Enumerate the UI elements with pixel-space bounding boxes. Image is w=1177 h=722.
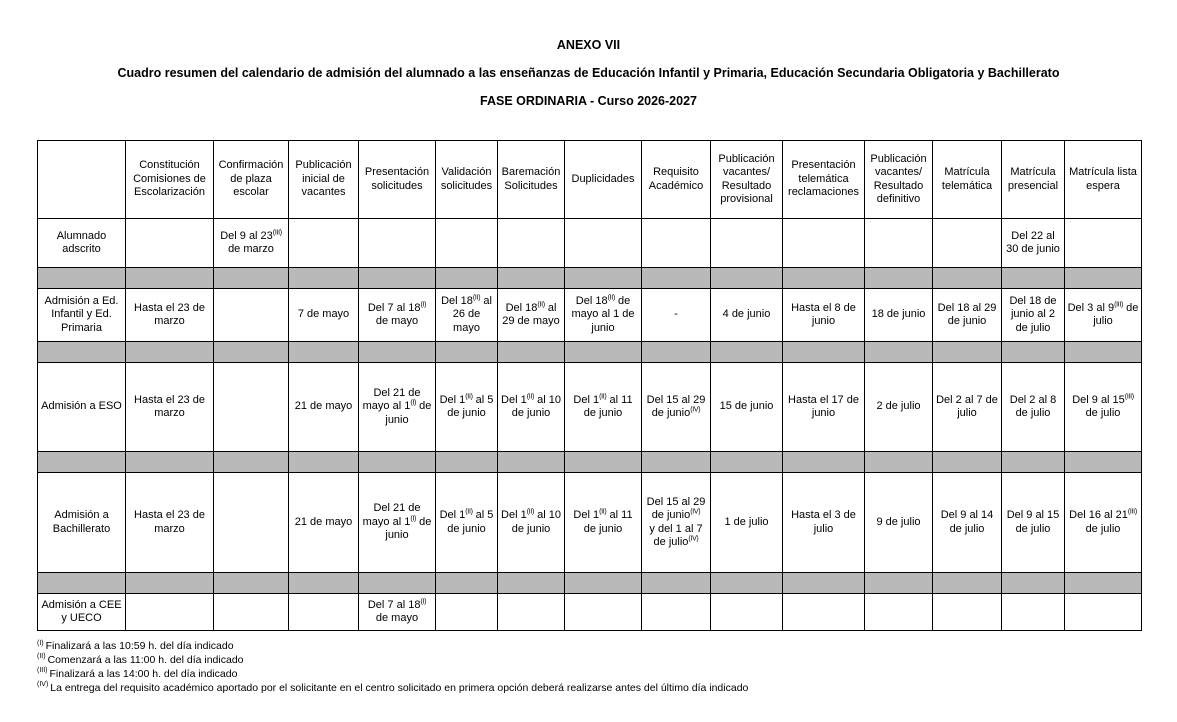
table-cell (359, 219, 436, 268)
table-cell (1065, 219, 1142, 268)
footnote-text: Finalizará a las 14:00 h. del día indicado (49, 667, 238, 680)
footnote-text: Finalizará a las 10:59 h. del día indicado (45, 640, 234, 652)
separator-cell (565, 268, 642, 289)
row-label: Admisión a ESO (38, 363, 126, 452)
table-cell (711, 219, 783, 268)
row-label: Admisión a Ed. Infantil y Ed. Primaria (38, 289, 126, 342)
table-cell: Hasta el 8 de junio (783, 289, 865, 342)
separator-cell (565, 573, 642, 594)
separator-cell (933, 573, 1002, 594)
table-cell: Del 15 al 29 de junio$^{(IV)}$ (642, 363, 711, 452)
table-cell: Del $1^{(II)}$ al 10 de junio (498, 473, 565, 573)
table-cell: Del 3 al $9^{(III)}$ de julio (1065, 289, 1142, 342)
separator-cell (933, 268, 1002, 289)
table-cell: Del 7 al $18^{(I)}$ de mayo (359, 594, 436, 631)
table-cell (783, 594, 865, 631)
separator-cell (1065, 452, 1142, 473)
row-label: Alumnado adscrito (38, 219, 126, 268)
column-header: Matrícula telemática (933, 141, 1002, 219)
separator-cell (214, 268, 289, 289)
table-cell: Del 21 de mayo al $1^{(I)}$ de junio (359, 473, 436, 573)
separator-cell (783, 573, 865, 594)
separator-cell (126, 573, 214, 594)
calendar-table (37, 140, 1142, 631)
footnote-marker: (II) (37, 653, 46, 661)
column-header: Publicación vacantes/ Resultado provisional (711, 141, 783, 219)
separator-cell (289, 342, 359, 363)
table-row (38, 289, 1142, 342)
separator-cell (214, 573, 289, 594)
table-cell: 4 de junio (711, 289, 783, 342)
table-cell: 9 de julio (865, 473, 933, 573)
row-label: Admisión a CEE y UECO (38, 594, 126, 631)
table-cell (783, 219, 865, 268)
separator-cell (565, 342, 642, 363)
separator-cell (38, 452, 126, 473)
column-header: Confirmación de plaza escolar (214, 141, 289, 219)
column-header: Presentación solicitudes (359, 141, 436, 219)
separator-cell (38, 342, 126, 363)
separator-cell (436, 342, 498, 363)
table-cell: Hasta el 23 de marzo (126, 363, 214, 452)
footnote-marker: (I) (37, 639, 44, 647)
separator-cell (289, 573, 359, 594)
column-header: Presentación telemática reclamaciones (783, 141, 865, 219)
separator-cell (1002, 452, 1065, 473)
table-cell: Del $18^{(II)}$ de mayo al 1 de junio (565, 289, 642, 342)
table-cell (642, 219, 711, 268)
table-cell: 1 de julio (711, 473, 783, 573)
table-cell: Del 2 al 7 de julio (933, 363, 1002, 452)
table-row (38, 473, 1142, 573)
separator-cell (1002, 268, 1065, 289)
separator-cell (126, 342, 214, 363)
separator-cell (865, 268, 933, 289)
separator-cell (642, 573, 711, 594)
table-body (38, 219, 1142, 631)
table-cell: Del $18^{(II)}$ al 26 de mayo (436, 289, 498, 342)
corner-cell (38, 141, 126, 219)
separator-cell (436, 268, 498, 289)
table-cell (126, 219, 214, 268)
table-row (38, 219, 1142, 268)
footnote-line (37, 668, 1157, 682)
separator-row (38, 342, 1142, 363)
separator-cell (642, 342, 711, 363)
table-cell (126, 594, 214, 631)
separator-cell (711, 452, 783, 473)
column-header: Publicación inicial de vacantes (289, 141, 359, 219)
table-cell (711, 594, 783, 631)
footnote-marker: (III) (37, 667, 48, 675)
phase-title: FASE ORDINARIA - Curso 2026-2027 (480, 94, 697, 108)
separator-cell (1002, 573, 1065, 594)
table-cell (289, 594, 359, 631)
separator-cell (38, 573, 126, 594)
separator-cell (436, 573, 498, 594)
table-row (38, 594, 1142, 631)
table-cell: Del 15 al 29 de junio$^{(IV)}$ y del 1 al 7 de julio$^{(IV)}$ (642, 473, 711, 573)
table-cell (214, 594, 289, 631)
header-row (38, 141, 1142, 219)
table-cell: 2 de julio (865, 363, 933, 452)
separator-cell (933, 452, 1002, 473)
separator-cell (783, 268, 865, 289)
footnote-marker: (IV) (37, 681, 49, 689)
table-cell: Del 7 al $18^{(I)}$ de mayo (359, 289, 436, 342)
column-header: Matrícula presencial (1002, 141, 1065, 219)
table-cell (565, 219, 642, 268)
separator-cell (359, 452, 436, 473)
table-cell: Hasta el 23 de marzo (126, 289, 214, 342)
column-header: Publicación vacantes/ Resultado definitivo (865, 141, 933, 219)
table-cell: Del 9 al $15^{(III)}$ de julio (1065, 363, 1142, 452)
separator-cell (498, 268, 565, 289)
separator-cell (214, 452, 289, 473)
separator-cell (642, 268, 711, 289)
separator-cell (1002, 342, 1065, 363)
table-cell (214, 289, 289, 342)
table-cell: Del 9 al 15 de julio (1002, 473, 1065, 573)
separator-cell (214, 342, 289, 363)
table-cell: Del $1^{(II)}$ al 11 de junio (565, 363, 642, 452)
separator-cell (642, 452, 711, 473)
table-cell: Del $1^{(II)}$ al 11 de junio (565, 473, 642, 573)
separator-cell (1065, 268, 1142, 289)
separator-cell (498, 342, 565, 363)
table-cell: - (642, 289, 711, 342)
table-cell (436, 594, 498, 631)
table-cell (214, 363, 289, 452)
separator-cell (933, 342, 1002, 363)
table-cell (865, 219, 933, 268)
table-cell: Del 18 al 29 de junio (933, 289, 1002, 342)
column-header: Duplicidades (565, 141, 642, 219)
footnote-line (37, 654, 1157, 668)
table-cell (289, 219, 359, 268)
separator-cell (783, 342, 865, 363)
footnote-text: Comenzará a las 11:00 h. del día indicado (47, 653, 244, 666)
page-title: ANEXO VII (556, 38, 621, 52)
column-header: Matrícula lista espera (1065, 141, 1142, 219)
table-cell (933, 219, 1002, 268)
separator-cell (783, 452, 865, 473)
table-cell (865, 594, 933, 631)
separator-cell (1065, 342, 1142, 363)
footnote-line (37, 682, 1157, 696)
column-header: Constitución Comisiones de Escolarización (126, 141, 214, 219)
table-cell (214, 473, 289, 573)
table-cell: Del $1^{(II)}$ al 5 de junio (436, 363, 498, 452)
table-cell: Del 21 de mayo al $1^{(I)}$ de junio (359, 363, 436, 452)
table-cell (642, 594, 711, 631)
table-cell: Del $18^{(II)}$ al 29 de mayo (498, 289, 565, 342)
separator-cell (289, 268, 359, 289)
table-cell: 15 de junio (711, 363, 783, 452)
table-cell: Del 2 al 8 de julio (1002, 363, 1065, 452)
footnotes (37, 640, 1157, 695)
separator-cell (711, 342, 783, 363)
table-cell (498, 219, 565, 268)
separator-cell (865, 342, 933, 363)
table-cell (498, 594, 565, 631)
separator-cell (289, 452, 359, 473)
table-cell (933, 594, 1002, 631)
table-cell: Hasta el 23 de marzo (126, 473, 214, 573)
separator-cell (359, 342, 436, 363)
table-cell: 21 de mayo (289, 473, 359, 573)
separator-row (38, 573, 1142, 594)
table-cell (565, 594, 642, 631)
table-cell: 21 de mayo (289, 363, 359, 452)
separator-cell (865, 452, 933, 473)
separator-cell (711, 573, 783, 594)
table-cell: Del $1^{(II)}$ al 10 de junio (498, 363, 565, 452)
separator-cell (436, 452, 498, 473)
footnote-text: La entrega del requisito académico aportado por el solicitante en el centro solicitado en primera opción deberá realizarse antes del último día indicado (50, 681, 749, 694)
separator-cell (126, 268, 214, 289)
table-cell: Del 9 al $23^{(III)}$ de marzo (214, 219, 289, 268)
separator-cell (1065, 573, 1142, 594)
footnote-line (37, 640, 1157, 654)
table-cell: Del $1^{(II)}$ al 5 de junio (436, 473, 498, 573)
separator-cell (126, 452, 214, 473)
separator-cell (38, 268, 126, 289)
table-cell (436, 219, 498, 268)
separator-cell (498, 573, 565, 594)
separator-row (38, 268, 1142, 289)
separator-cell (711, 268, 783, 289)
table-cell: Del 9 al 14 de julio (933, 473, 1002, 573)
table-cell: 7 de mayo (289, 289, 359, 342)
table-cell (1002, 594, 1065, 631)
table-row (38, 363, 1142, 452)
separator-cell (498, 452, 565, 473)
table-cell: Hasta el 17 de junio (783, 363, 865, 452)
table-cell: Del 18 de junio al 2 de julio (1002, 289, 1065, 342)
table-cell: Hasta el 3 de julio (783, 473, 865, 573)
separator-cell (359, 268, 436, 289)
column-header: Baremación Solicitudes (498, 141, 565, 219)
row-label: Admisión a Bachillerato (38, 473, 126, 573)
table-cell: Del 22 al 30 de junio (1002, 219, 1065, 268)
separator-cell (565, 452, 642, 473)
table-cell (1065, 594, 1142, 631)
column-header: Validación solicitudes (436, 141, 498, 219)
table-cell: 18 de junio (865, 289, 933, 342)
separator-cell (865, 573, 933, 594)
column-header: Requisito Académico (642, 141, 711, 219)
page-subtitle: Cuadro resumen del calendario de admisión del alumnado a las enseñanzas de Educación Infantil y Primaria, Educación Secundaria Obligatoria y Bachillerato (117, 66, 1060, 80)
separator-row (38, 452, 1142, 473)
table-header (38, 141, 1142, 219)
separator-cell (359, 573, 436, 594)
table-cell: Del 16 al $21^{(III)}$ de julio (1065, 473, 1142, 573)
